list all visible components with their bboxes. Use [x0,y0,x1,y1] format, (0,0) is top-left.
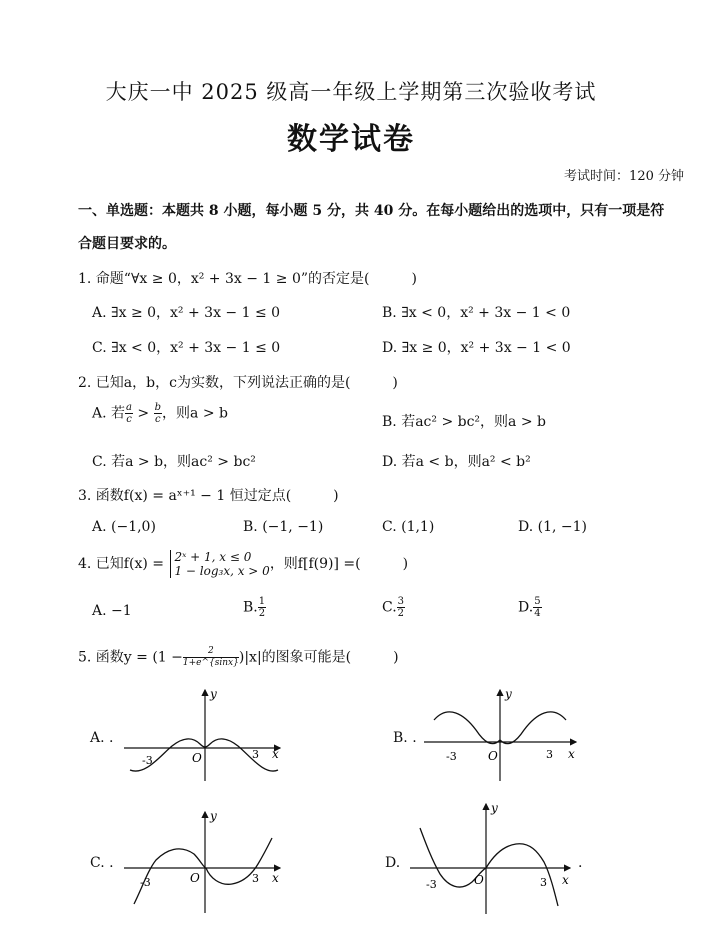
subject-title: 数学试卷 [287,122,415,157]
section-heading-line1: 一、单选题：本题共 8 小题，每小题 5 分，共 40 分。在每小题给出的选项中，只有一项是符 [78,203,665,219]
y-label: y [210,687,217,701]
q3-option-b: B. (−1, −1) [243,519,324,535]
graph-c [120,808,290,918]
x-label: x [562,873,569,887]
q4-option-a: A. −1 [92,603,132,619]
pos3-label: 3 [252,872,259,885]
q3-option-a: A. (−1,0) [92,519,156,535]
q1-option-d: D. ∃x ≥ 0，x² + 3x − 1 < 0 [382,340,571,356]
origin-label: O [474,873,484,887]
q4-suffix: ，则f[f(9)] =( ) [269,556,409,572]
neg3-label: -3 [446,750,457,763]
curve [420,828,558,906]
q1-stem: 1. 命题“∀x ≥ 0，x² + 3x − 1 ≥ 0”的否定是( ) [78,271,417,287]
y-label: y [491,801,498,815]
q2-option-d: D. 若a < b，则a² < b² [382,454,531,470]
q5-suffix: )|x|的图象可能是( ) [238,649,399,666]
q2-stem: 2. 已知a，b，c为实数，下列说法正确的是( ) [78,375,398,391]
origin-label: O [190,871,200,885]
q1-option-b: B. ∃x < 0，x² + 3x − 1 < 0 [382,305,571,321]
piecewise-brace: 2ˣ + 1, x ≤ 0 1 − log₃x, x > 0 [170,550,269,578]
fraction: $\frac{a}{c}$ [126,402,132,425]
q5-option-c-label: C. . [90,855,114,871]
q1-option-c: C. ∃x < 0，x² + 3x − 1 ≤ 0 [92,340,281,356]
q2-option-a: A. 若 $\frac{a}{c}$ > $\frac{b}{c}$ ，则a > b [92,402,228,425]
q5-option-b-label: B. . [393,730,417,746]
fraction: $\frac{2}{1+e\^{}\{\sin x\}}$ [182,646,239,668]
fraction: $\frac{1}{2}$ [258,596,266,619]
origin-label: O [192,751,202,765]
exam-time: 考试时间：120 分钟 [564,169,684,184]
q3-option-d: D. (1, −1) [518,519,587,535]
neg3-label: -3 [426,878,437,891]
q5-option-a-label: A. . [90,730,114,746]
q4-option-d: D. $\frac{5}{4}$ [518,596,541,619]
y-label: y [210,809,217,823]
q5-stem [78,646,399,669]
neg3-label: -3 [140,876,151,889]
x-label: x [272,747,279,761]
q1-option-a: A. ∃x ≥ 0，x² + 3x − 1 ≤ 0 [92,305,281,321]
q2-a-suffix: ，则a > b [162,405,228,422]
pos3-label: 3 [546,748,553,761]
neg3-label: -3 [142,754,153,767]
graph-b [420,686,585,786]
fraction: $\frac{5}{4}$ [534,596,541,619]
graph-d [406,800,578,918]
curve [134,838,272,904]
section-heading-line2: 合题目要求的。 [78,236,176,252]
q4-option-c: C. $\frac{3}{2}$ [382,596,405,619]
x-label: x [568,747,575,761]
q3-option-c: C. (1,1) [382,519,435,535]
x-label: x [272,871,279,885]
q2-option-b: B. 若ac² > bc²，则a > b [382,414,546,430]
q3-stem: 3. 函数f(x) = aˣ⁺¹ − 1 恒过定点( ) [78,488,339,504]
pos3-label: 3 [252,748,259,761]
q4-stem [78,550,408,578]
fraction: $\frac{3}{2}$ [397,596,405,619]
y-label: y [505,687,512,701]
q5-prefix: 5. 函数y = (1 − [78,649,183,666]
graph-a [120,686,290,786]
q5-option-d-label: D. [385,855,401,871]
q4-option-b: B. $\frac{1}{2}$ [243,596,266,619]
q4-prefix: 4. 已知f(x) = [78,556,164,572]
q2-option-c: C. 若a > b，则ac² > bc² [92,454,256,470]
pos3-label: 3 [540,876,547,889]
origin-label: O [488,749,498,763]
exam-title: 大庆一中 2025 级高一年级上学期第三次验收考试 [105,80,597,104]
q5-option-d-dot: . [578,855,583,871]
fraction: $\frac{b}{c}$ [154,402,162,425]
q2-a-prefix: A. 若 [92,405,126,422]
